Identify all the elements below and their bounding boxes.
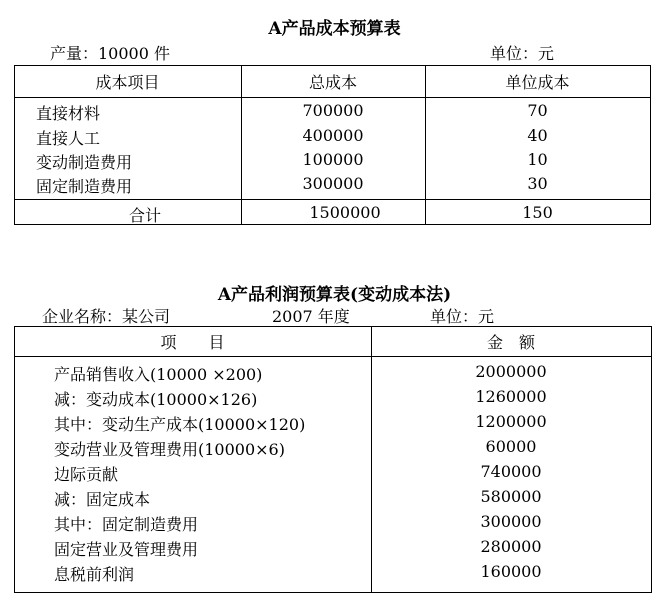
cost-row-item: 固定制造费用 bbox=[36, 177, 133, 196]
profit-row-amount: 580000 bbox=[480, 487, 542, 506]
profit-row-item: 其中：变动生产成本(10000×120) bbox=[54, 415, 306, 434]
output-label: 产量：10000 件 bbox=[50, 44, 170, 63]
cost-row-unit: 30 bbox=[527, 174, 548, 193]
cost-header-unit: 单位成本 bbox=[505, 73, 570, 92]
cost-footer-item: 合计 bbox=[128, 206, 161, 225]
cost-row-item: 直接材料 bbox=[36, 104, 101, 123]
cost-unit-label: 单位：元 bbox=[490, 44, 555, 63]
profit-row-item: 边际贡献 bbox=[54, 465, 119, 484]
cost-row-total: 300000 bbox=[302, 174, 364, 193]
profit-row-amount: 60000 bbox=[485, 437, 537, 456]
cost-row-total: 100000 bbox=[302, 150, 364, 169]
profit-row-amount: 160000 bbox=[480, 562, 542, 581]
profit-header-item: 项 目 bbox=[160, 333, 225, 352]
profit-row-amount: 740000 bbox=[480, 462, 542, 481]
profit-row-amount: 1200000 bbox=[475, 412, 547, 431]
profit-row-item: 其中：固定制造费用 bbox=[54, 515, 199, 534]
year-label: 2007 年度 bbox=[272, 307, 350, 326]
cost-row-item: 变动制造费用 bbox=[36, 153, 133, 172]
cost-row-total: 400000 bbox=[302, 126, 364, 145]
cost-footer-total: 1500000 bbox=[309, 203, 381, 222]
profit-row-amount: 2000000 bbox=[475, 362, 547, 381]
profit-budget-title: A产品利润预算表(变动成本法) bbox=[217, 285, 452, 305]
profit-unit-label: 单位：元 bbox=[430, 307, 495, 326]
profit-row-item: 息税前利润 bbox=[54, 565, 135, 584]
profit-row-amount: 280000 bbox=[480, 537, 542, 556]
cost-header-total: 总成本 bbox=[308, 73, 357, 92]
profit-row-amount: 300000 bbox=[480, 512, 542, 531]
cost-row-unit: 70 bbox=[527, 101, 548, 120]
profit-row-item: 减：变动成本(10000×126) bbox=[54, 390, 258, 409]
cost-row-unit: 40 bbox=[527, 126, 548, 145]
profit-row-item: 固定营业及管理费用 bbox=[54, 540, 199, 559]
profit-row-item: 变动营业及管理费用(10000×6) bbox=[54, 440, 285, 459]
profit-row-amount: 1260000 bbox=[475, 387, 547, 406]
cost-header-item: 成本项目 bbox=[95, 73, 160, 92]
profit-row-item: 产品销售收入(10000 ×200) bbox=[54, 365, 263, 384]
profit-header-amount: 金 额 bbox=[486, 333, 535, 352]
company-label: 企业名称：某公司 bbox=[42, 307, 171, 326]
cost-row-unit: 10 bbox=[527, 150, 548, 169]
cost-row-total: 700000 bbox=[302, 101, 364, 120]
cost-budget-title: A产品成本预算表 bbox=[268, 19, 401, 39]
profit-row-item: 减：固定成本 bbox=[54, 490, 151, 509]
cost-row-item: 直接人工 bbox=[36, 129, 101, 148]
cost-footer-unit: 150 bbox=[522, 203, 553, 222]
